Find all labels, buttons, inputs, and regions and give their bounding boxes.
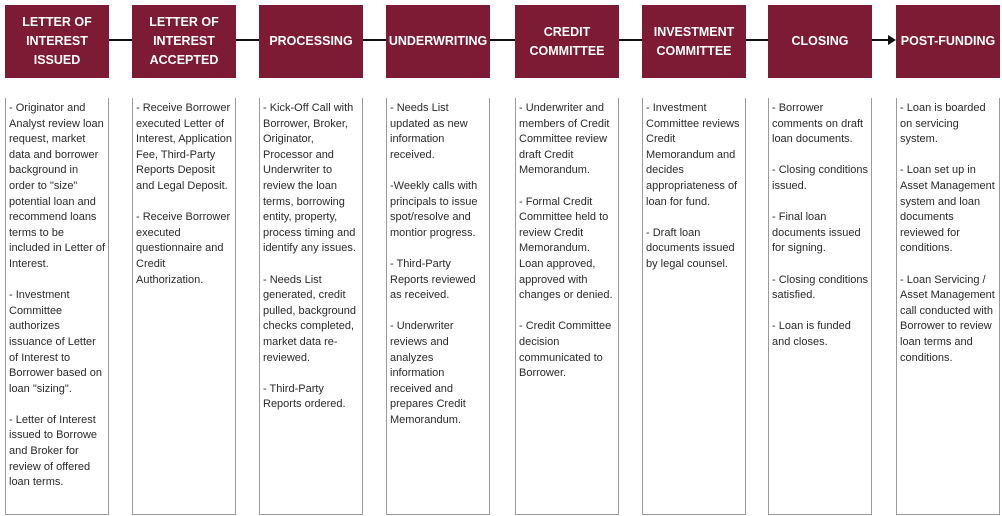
stage-title: PROCESSING [259,5,363,78]
stage-letter-of-interest-accepted [132,5,236,515]
stage-step: - Investment Committee reviews Credit Memorandum and decides appropriateness of loan for fund. [646,102,740,208]
stage-description [896,98,1000,515]
stage-step: - Needs List generated, credit pulled, background checks completed, market data re-reviewed. [263,273,356,364]
stage-title: CLOSING [768,5,872,78]
stage-step: - Draft loan documents issued by legal counsel. [646,226,735,270]
stage-post-funding [896,5,1000,515]
stage-step: - Underwriter and members of Credit Committee review draft Credit Memorandum. [519,102,610,177]
stage-step: - Loan is boarded on servicing system. [900,102,986,146]
stage-step: - Formal Credit Committee held to review Credit Memorandum. Loan approved, approved with changes or denied. [519,195,613,302]
stage-title: CREDIT COMMITTEE [515,5,619,78]
stage-step: - Investment Committee authorizes issuance of Letter of Interest to Borrower based on loan "sizing". [9,289,102,395]
stage-step: - Letter of Interest issued to Borrowe and Broker for review of offered loan terms. [9,413,98,489]
stage-step: - Final loan documents issued for signing. [772,211,861,255]
stage-investment-committee [642,5,746,515]
stage-step: - Underwriter reviews and analyzes information received and prepares Credit Memorandum. [390,320,466,426]
stage-processing [259,5,363,515]
stage-description [515,98,619,515]
stage-description [768,98,872,515]
stage-description [386,98,490,515]
stage-step: - Third-Party Reports ordered. [263,382,346,411]
stage-step: - Kick-Off Call with Borrower, Broker, Originator, Processor and Underwriter to review the loan terms, borrowing entity, property, process timing and identify any issues. [263,102,356,255]
stage-step: - Loan is funded and closes. [772,320,851,348]
stage-step: - Originator and Analyst review loan request, market data and borrower background in order to "size" potential loan and recommend loans terms to be included in Letter of Interest. [9,102,106,270]
stage-title: INVESTMENT COMMITTEE [642,5,746,78]
stage-step: - Receive Borrower executed Letter of Interest, Application Fee, Third-Party Reports Deposit and Legal Deposit. [136,102,233,192]
stage-step: - Loan Servicing / Asset Management call conducted with Borrower to review loan terms and conditions. [900,273,995,364]
stage-description [642,98,746,515]
stage-title: LETTER OF INTEREST ACCEPTED [132,5,236,78]
stage-description [5,98,109,515]
stage-credit-committee [515,5,619,515]
stage-description [132,98,236,515]
stage-title: LETTER OF INTEREST ISSUED [5,5,109,78]
stage-letter-of-interest-issued [5,5,109,515]
stage-step: - Borrower comments on draft loan documents. [772,102,864,146]
stage-step: - Loan set up in Asset Management system and loan documents reviewed for conditions. [900,164,995,255]
stage-step: - Closing conditions satisfied. [772,273,868,302]
stage-closing [768,5,872,515]
stage-step: - Receive Borrower executed questionnaire and Credit Authorization. [136,211,231,286]
stage-underwriting [386,5,490,515]
stage-title: UNDERWRITING [386,5,490,78]
stage-step: - Credit Committee decision communicated to Borrower. [519,320,612,380]
stage-step: - Needs List updated as new information received. [390,102,468,161]
stage-step: - Closing conditions issued. [772,164,868,192]
stage-title: POST-FUNDING [896,5,1000,78]
stage-description [259,98,363,515]
stage-step: -Weekly calls with principals to issue spot/resolve and montior progress. [390,179,478,239]
stage-step: - Third-Party Reports reviewed as received. [390,257,476,302]
arrow-right-icon [888,35,896,45]
